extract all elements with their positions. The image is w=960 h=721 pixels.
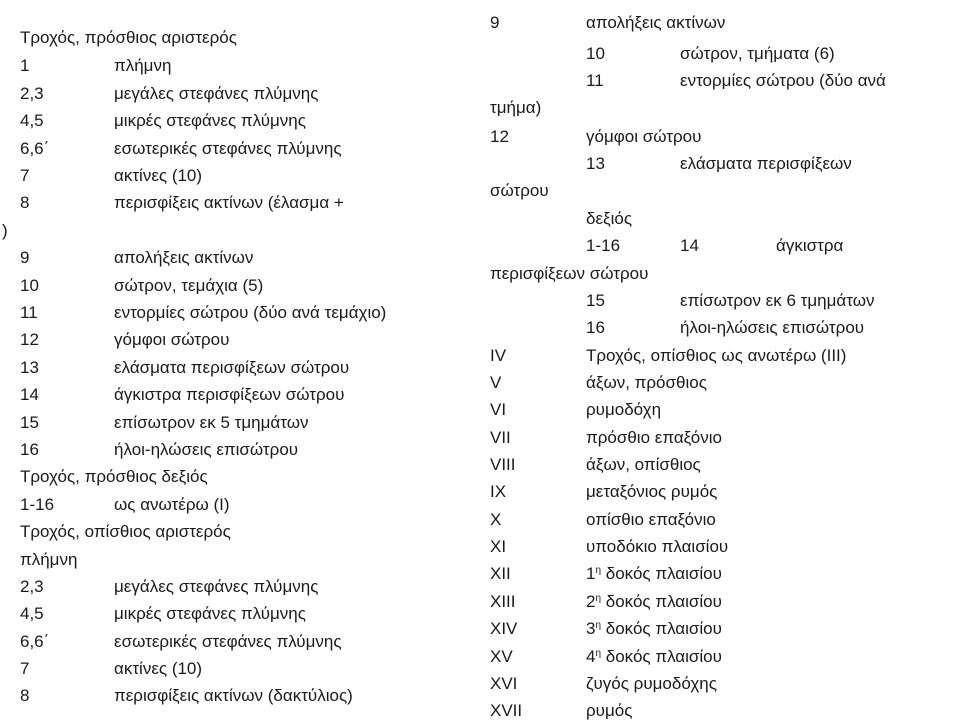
item-number: 6,6΄	[20, 139, 50, 158]
item-label: ζυγός ρυμοδόχης	[586, 674, 717, 693]
item-number: X	[490, 510, 502, 529]
item-label: γόμφοι σώτρου	[114, 330, 230, 349]
item-number: 11	[20, 303, 38, 322]
item-label: περισφίξεις ακτίνων (δακτύλιος)	[114, 686, 353, 705]
item-label: περισφίξεις ακτίνων (έλασμα +	[114, 193, 344, 212]
item-number: 13	[20, 358, 39, 377]
item-label: γόμφοι σώτρου	[586, 127, 702, 146]
item-number: 14	[20, 385, 39, 404]
item-number: IV	[490, 346, 507, 365]
item-number: 16	[586, 318, 605, 337]
item-label: άξων, οπίσθιος	[586, 455, 701, 474]
item-label	[586, 647, 722, 667]
item-number: 16	[20, 440, 39, 459]
item-label: ρυμοδόχη	[586, 400, 662, 419]
item-number: XVII	[490, 701, 523, 720]
item-label: ελάσματα περισφίξεων σώτρου	[114, 358, 350, 377]
item-number: 12	[20, 330, 39, 349]
item-label: σώτρον, τμήματα (6)	[680, 44, 835, 63]
item-label: σώτρον, τεμάχια (5)	[114, 276, 264, 295]
item-label	[586, 592, 722, 612]
item-label: μεγάλες στεφάνες πλύμνης	[114, 577, 319, 596]
item-number: 13	[586, 154, 605, 173]
section-heading: )	[2, 221, 8, 240]
ordinal-number: 2	[586, 592, 596, 611]
item-label: άξων, πρόσθιος	[586, 373, 707, 392]
item-number: 1	[20, 56, 30, 75]
section-heading: τμήμα)	[490, 98, 542, 117]
item-number: 7	[20, 659, 30, 678]
item-label: εντορμίες σώτρου (δύο ανά τεμάχιο)	[114, 303, 387, 322]
item-number: XVI	[490, 674, 518, 693]
section-heading: περισφίξεων σώτρου	[490, 264, 649, 283]
item-number: 9	[20, 248, 30, 267]
item-number: XIII	[490, 592, 516, 611]
item-number: 8	[20, 686, 30, 705]
item-number: 1-16	[586, 236, 621, 255]
section-heading: Τροχός, πρόσθιος αριστερός	[20, 28, 237, 47]
section-heading: Τροχός, οπίσθιος αριστερός	[20, 522, 231, 541]
item-number: XI	[490, 537, 507, 556]
ordinal-number: 3	[586, 619, 596, 638]
section-heading: σώτρου	[490, 181, 549, 200]
item-number: VII	[490, 428, 511, 447]
item-label-text: δοκός πλαισίου	[601, 647, 722, 666]
item-label: εσωτερικές στεφάνες πλύμνης	[114, 139, 342, 158]
section-heading: πλήμνη	[20, 550, 78, 569]
item-label	[586, 564, 722, 584]
item-number: 11	[586, 71, 604, 90]
item-label: απολήξεις ακτίνων	[586, 13, 726, 32]
item-label: επίσωτρον εκ 5 τμημάτων	[114, 413, 309, 432]
ordinal-number: 4	[586, 647, 596, 666]
item-label: εσωτερικές στεφάνες πλύμνης	[114, 632, 342, 651]
item-number: 6,6΄	[20, 632, 50, 651]
item-label: ήλοι-ηλώσεις επισώτρου	[680, 318, 865, 337]
item-label-text: δοκός πλαισίου	[601, 592, 722, 611]
item-number: 2,3	[20, 577, 44, 596]
item-label-text: δοκός πλαισίου	[601, 564, 722, 583]
item-label: ακτίνες (10)	[114, 166, 203, 185]
item-number: 15	[20, 413, 39, 432]
item-label: ακτίνες (10)	[114, 659, 203, 678]
item-number: 1-16	[20, 495, 55, 514]
item-label: μικρές στεφάνες πλύμνης	[114, 604, 306, 623]
ordinal-suffix: η	[595, 565, 602, 576]
item-label: οπίσθιο επαξόνιο	[586, 510, 716, 529]
item-number: VI	[490, 400, 507, 419]
item-label-text: δοκός πλαισίου	[601, 619, 722, 638]
item-label: εντορμίες σώτρου (δύο ανά	[680, 71, 886, 90]
ordinal-suffix: η	[595, 620, 602, 631]
item-label: απολήξεις ακτίνων	[114, 248, 254, 267]
item-label: υποδόκιο πλαισίου	[586, 537, 729, 556]
item-number: 10	[20, 276, 39, 295]
item-number: 9	[490, 13, 500, 32]
item-number: XII	[490, 564, 511, 583]
item-label	[586, 619, 722, 639]
item-label: άγκιστρα	[776, 236, 844, 255]
section-heading: δεξιός	[586, 209, 633, 228]
item-number: XV	[490, 647, 513, 666]
item-label: άγκιστρα περισφίξεων σώτρου	[114, 385, 345, 404]
item-number: 7	[20, 166, 30, 185]
item-label: μεταξόνιος ρυμός	[586, 482, 718, 501]
ordinal-suffix: η	[595, 648, 602, 659]
item-label: μεγάλες στεφάνες πλύμνης	[114, 84, 319, 103]
item-number: V	[490, 373, 502, 392]
item-label: ήλοι-ηλώσεις επισώτρου	[114, 440, 299, 459]
item-number: IX	[490, 482, 507, 501]
ordinal-suffix: η	[595, 593, 602, 604]
item-number: VIII	[490, 455, 516, 474]
item-label: επίσωτρον εκ 6 τμημάτων	[680, 291, 875, 310]
item-number: 15	[586, 291, 605, 310]
item-number: XIV	[490, 619, 518, 638]
ordinal-number: 1	[586, 564, 596, 583]
item-label: ελάσματα περισφίξεων	[680, 154, 852, 173]
item-label: Τροχός, οπίσθιος ως ανωτέρω (III)	[586, 346, 847, 365]
item-label: πρόσθιο επαξόνιο	[586, 428, 722, 447]
item-number: 10	[586, 44, 605, 63]
item-label: πλήμνη	[114, 56, 172, 75]
item-label: ως ανωτέρω (I)	[114, 495, 230, 514]
item-label: ρυμός	[586, 701, 633, 720]
item-number: 4,5	[20, 604, 44, 623]
item-number: 8	[20, 193, 30, 212]
item-number: 4,5	[20, 111, 44, 130]
item-number: 2,3	[20, 84, 44, 103]
item-label: μικρές στεφάνες πλύμνης	[114, 111, 306, 130]
item-number: 12	[490, 127, 509, 146]
item-subnumber: 14	[680, 236, 699, 255]
section-heading: Τροχός, πρόσθιος δεξιός	[20, 467, 208, 486]
